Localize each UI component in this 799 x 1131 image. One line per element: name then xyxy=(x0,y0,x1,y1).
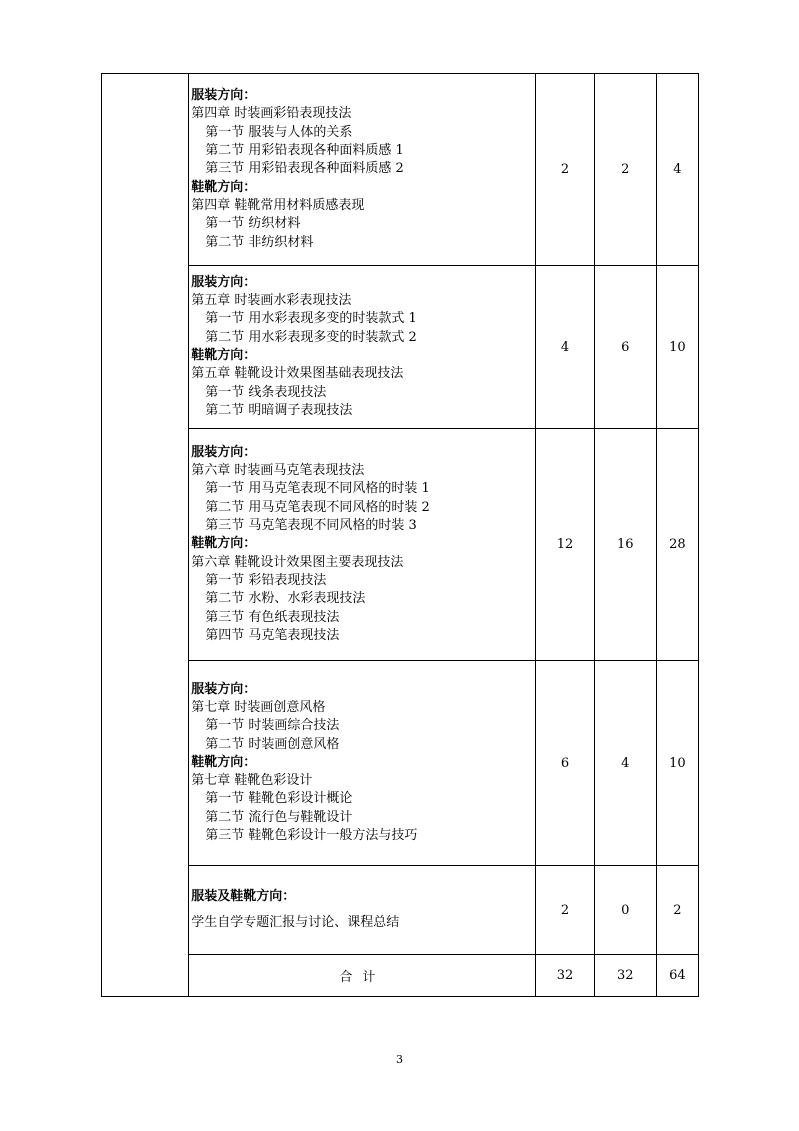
section-line: 第二节 时装画创意风格 xyxy=(205,736,340,752)
section-line: 第二节 明暗调子表现技法 xyxy=(205,402,353,418)
direction-heading: 鞋靴方向： xyxy=(191,536,257,552)
chapter-line: 第四章 时装画彩铅表现技法 xyxy=(191,106,352,122)
section-line: 第一节 用水彩表现多变的时装款式 1 xyxy=(205,311,417,327)
value-cell: 4 xyxy=(536,266,594,429)
page-number: 3 xyxy=(396,1053,403,1066)
content-block xyxy=(191,444,533,645)
table-row xyxy=(102,866,699,955)
value-cell: 6 xyxy=(536,661,594,866)
value-cell: 2 xyxy=(594,74,656,266)
content-cell xyxy=(189,74,536,266)
section-line: 第三节 马克笔表现不同风格的时装 3 xyxy=(205,518,417,534)
chapter-line: 学生自学专题汇报与讨论、课程总结 xyxy=(191,915,400,930)
section-line: 第二节 流行色与鞋靴设计 xyxy=(205,809,353,825)
value-cell: 12 xyxy=(536,429,594,661)
total-value-cell: 32 xyxy=(536,955,594,997)
chapter-line: 第五章 鞋靴设计效果图基础表现技法 xyxy=(191,366,404,382)
chapter-line: 第六章 时装画马克笔表现技法 xyxy=(191,463,365,479)
section-line: 第二节 用水彩表现多变的时装款式 2 xyxy=(205,329,417,345)
spacer xyxy=(191,906,533,914)
direction-heading: 服装方向： xyxy=(191,444,257,460)
value-cell: 6 xyxy=(594,266,656,429)
chapter-line: 第七章 时装画创意风格 xyxy=(191,699,326,715)
direction-heading: 服装方向： xyxy=(191,681,257,697)
section-line: 第一节 线条表现技法 xyxy=(205,384,327,400)
section-line: 第一节 用马克笔表现不同风格的时装 1 xyxy=(205,481,430,497)
course-schedule-table xyxy=(101,73,699,997)
value-cell: 2 xyxy=(536,74,594,266)
content-cell xyxy=(189,429,536,661)
content-block xyxy=(191,87,533,252)
table-row xyxy=(102,429,699,661)
section-line: 第三节 有色纸表现技法 xyxy=(205,609,340,625)
total-value-cell: 32 xyxy=(594,955,656,997)
section-line: 第二节 水粉、水彩表现技法 xyxy=(205,591,366,607)
value-cell: 0 xyxy=(594,866,656,955)
direction-heading: 服装方向： xyxy=(191,88,257,104)
section-line: 第一节 鞋靴色彩设计概论 xyxy=(205,791,353,807)
chapter-line: 第六章 鞋靴设计效果图主要表现技法 xyxy=(191,554,404,570)
section-line: 第一节 彩铅表现技法 xyxy=(205,572,327,588)
content-cell xyxy=(189,866,536,955)
value-cell: 16 xyxy=(594,429,656,661)
value-cell: 2 xyxy=(656,866,698,955)
table-row xyxy=(102,661,699,866)
value-cell: 28 xyxy=(656,429,698,661)
total-value-cell: 64 xyxy=(656,955,698,997)
direction-heading: 鞋靴方向： xyxy=(191,754,257,770)
content-cell xyxy=(189,266,536,429)
value-cell: 4 xyxy=(594,661,656,866)
content-cell xyxy=(189,661,536,866)
direction-heading: 服装及鞋靴方向： xyxy=(191,888,296,904)
direction-heading: 服装方向： xyxy=(191,274,257,290)
content-block xyxy=(191,681,533,846)
section-line: 第二节 用彩铅表现各种面料质感 1 xyxy=(205,143,404,159)
chapter-line: 第四章 鞋靴常用材料质感表现 xyxy=(191,197,365,213)
section-line: 第四节 马克笔表现技法 xyxy=(205,627,340,643)
section-line: 第二节 用马克笔表现不同风格的时装 2 xyxy=(205,499,430,515)
section-line: 第三节 用彩铅表现各种面料质感 2 xyxy=(205,161,404,177)
chapter-line: 第五章 时装画水彩表现技法 xyxy=(191,293,352,309)
content-block xyxy=(191,274,533,420)
value-cell: 4 xyxy=(656,74,698,266)
section-line: 第一节 服装与人体的关系 xyxy=(205,124,353,140)
direction-heading: 鞋靴方向： xyxy=(191,348,257,363)
section-line: 第一节 时装画综合技法 xyxy=(205,718,340,734)
left-column-cell xyxy=(102,74,189,997)
content-block xyxy=(191,888,533,933)
section-line: 第二节 非纺织材料 xyxy=(205,234,314,250)
table-row xyxy=(102,266,699,429)
direction-heading: 鞋靴方向： xyxy=(191,179,257,195)
total-row xyxy=(102,955,699,997)
table-row xyxy=(102,74,699,266)
table-body xyxy=(102,74,699,997)
chapter-line: 第七章 鞋靴色彩设计 xyxy=(191,773,313,789)
section-line: 第三节 鞋靴色彩设计一般方法与技巧 xyxy=(205,828,418,844)
total-label: 合计 xyxy=(189,955,536,997)
section-line: 第一节 纺织材料 xyxy=(205,216,301,232)
value-cell: 10 xyxy=(656,266,698,429)
value-cell: 10 xyxy=(656,661,698,866)
value-cell: 2 xyxy=(536,866,594,955)
